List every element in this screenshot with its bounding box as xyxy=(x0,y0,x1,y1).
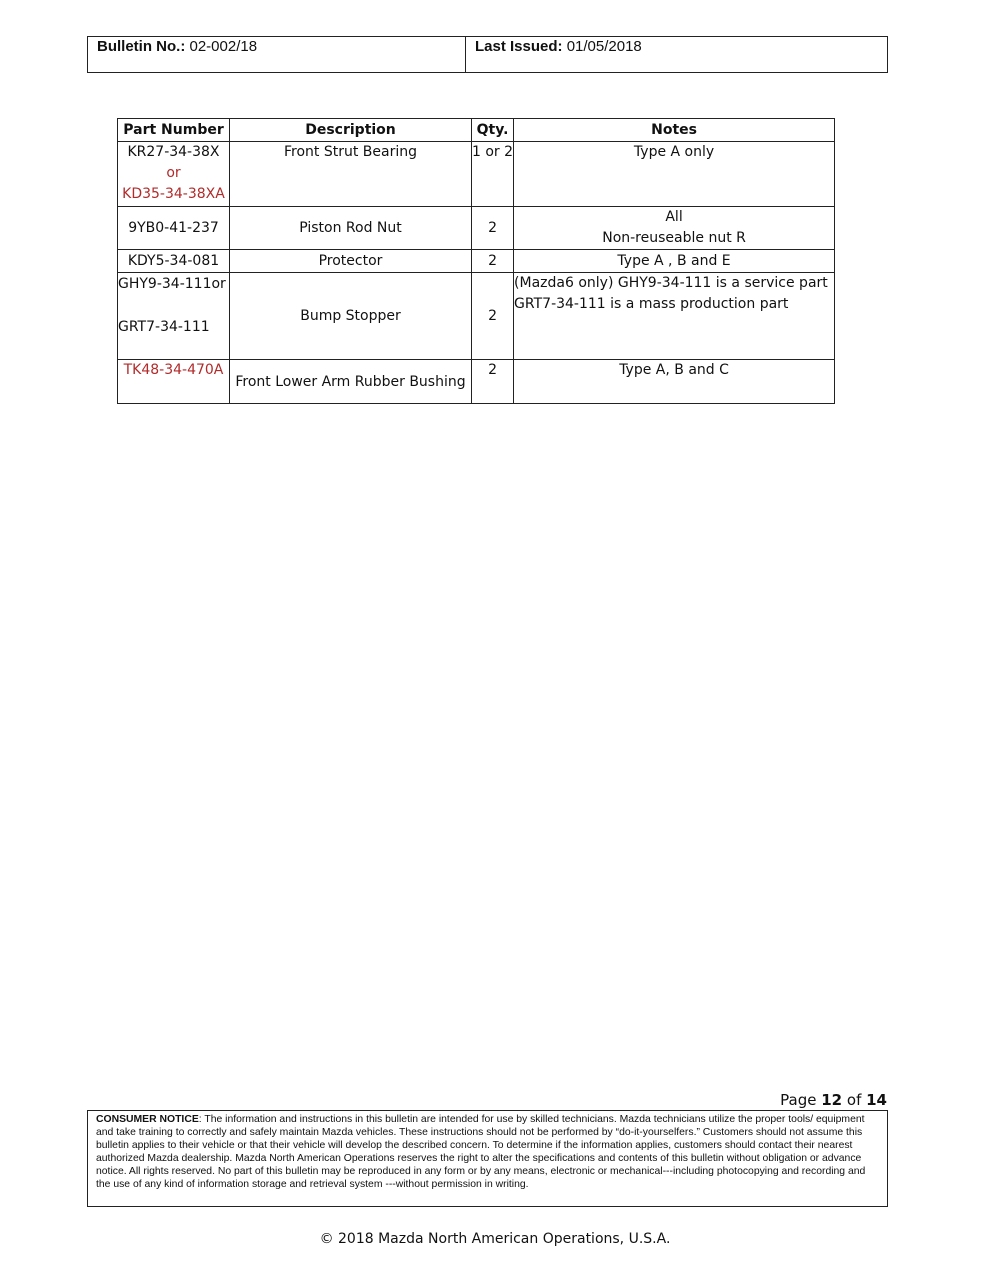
notes-line: All xyxy=(665,209,683,225)
part-number-cell: KDY5-34-081 xyxy=(118,250,230,273)
notes-line: Non-reuseable nut R xyxy=(602,230,746,246)
bulletin-number xyxy=(88,37,466,72)
bulletin-number-label: Bulletin No.: xyxy=(97,38,186,55)
qty-cell: 1 or 2 xyxy=(472,142,514,207)
page-current: 12 xyxy=(821,1091,843,1109)
part-number: KR27-34-38X xyxy=(127,144,220,160)
table-row xyxy=(118,360,835,404)
col-qty: Qty. xyxy=(472,119,514,142)
description-cell: Piston Rod Nut xyxy=(230,207,472,250)
part-number-alt-separator: or xyxy=(166,165,181,181)
bulletin-header xyxy=(87,36,888,73)
bulletin-number-value: 02-002/18 xyxy=(185,38,258,55)
table-row xyxy=(118,273,835,360)
last-issued-value: 01/05/2018 xyxy=(562,38,642,55)
page-number xyxy=(780,1091,887,1109)
parts-table xyxy=(117,118,835,404)
description-text: Front Lower Arm Rubber Bushing xyxy=(235,374,466,390)
description-cell: Bump Stopper xyxy=(230,273,472,360)
table-header-row xyxy=(118,119,835,142)
notes-cell: Type A , B and E xyxy=(514,250,835,273)
consumer-notice xyxy=(87,1110,888,1207)
part-number-cell: TK48-34-470A xyxy=(118,360,230,404)
part-number-cell xyxy=(118,273,230,360)
notes-line: GRT7-34-111 is a mass production part xyxy=(514,296,789,312)
description-cell xyxy=(230,360,472,404)
part-number-cell xyxy=(118,142,230,207)
description-cell: Protector xyxy=(230,250,472,273)
page-mid: of xyxy=(842,1091,867,1109)
notes-line: (Mazda6 only) GHY9-34-111 is a service part xyxy=(514,275,828,291)
consumer-notice-label: CONSUMER NOTICE xyxy=(96,1114,199,1125)
table-row xyxy=(118,142,835,207)
table-row xyxy=(118,207,835,250)
consumer-notice-text: : The information and instructions in this bulletin are intended for use by skilled technicians. Mazda technicians utilize the proper tools/ equipment and take training to correctly and safely maintain Mazda vehicles. These instructions should not be performed by “do-it-yourselfers.” Customers should not assume this bulletin applies to their vehicle or that their vehicle will develop the described concern. To determine if the information applies, customers should contact their nearest authorized Mazda dealership. Mazda North American Operations reserves the right to alter the specifications and contents of this bulletin without obligation or advance notice. All rights reserved. No part of this bulletin may be reproduced in any form or by any means, electronic or mechanical---including photocopying and recording and the use of any kind of information storage and retrieval system ---without permission in writing. xyxy=(96,1114,866,1190)
notes-cell xyxy=(514,273,835,360)
qty-cell: 2 xyxy=(472,250,514,273)
qty-cell: 2 xyxy=(472,360,514,404)
notes-cell: Type A, B and C xyxy=(514,360,835,404)
page-total: 14 xyxy=(866,1091,887,1109)
col-description: Description xyxy=(230,119,472,142)
last-issued-label: Last Issued: xyxy=(475,38,563,55)
page-prefix: Page xyxy=(780,1091,822,1109)
col-part-number: Part Number xyxy=(118,119,230,142)
notes-cell: Type A only xyxy=(514,142,835,207)
last-issued xyxy=(466,37,887,72)
notes-cell xyxy=(514,207,835,250)
copyright: © 2018 Mazda North American Operations, U.S.A. xyxy=(319,1231,671,1247)
qty-cell: 2 xyxy=(472,273,514,360)
col-notes: Notes xyxy=(514,119,835,142)
description-cell: Front Strut Bearing xyxy=(230,142,472,207)
part-number-alt: GRT7-34-111 xyxy=(118,319,210,335)
part-number: GHY9-34-111or xyxy=(118,276,226,292)
part-number-alt: KD35-34-38XA xyxy=(122,186,225,202)
table-row xyxy=(118,250,835,273)
qty-cell: 2 xyxy=(472,207,514,250)
part-number-cell: 9YB0-41-237 xyxy=(118,207,230,250)
